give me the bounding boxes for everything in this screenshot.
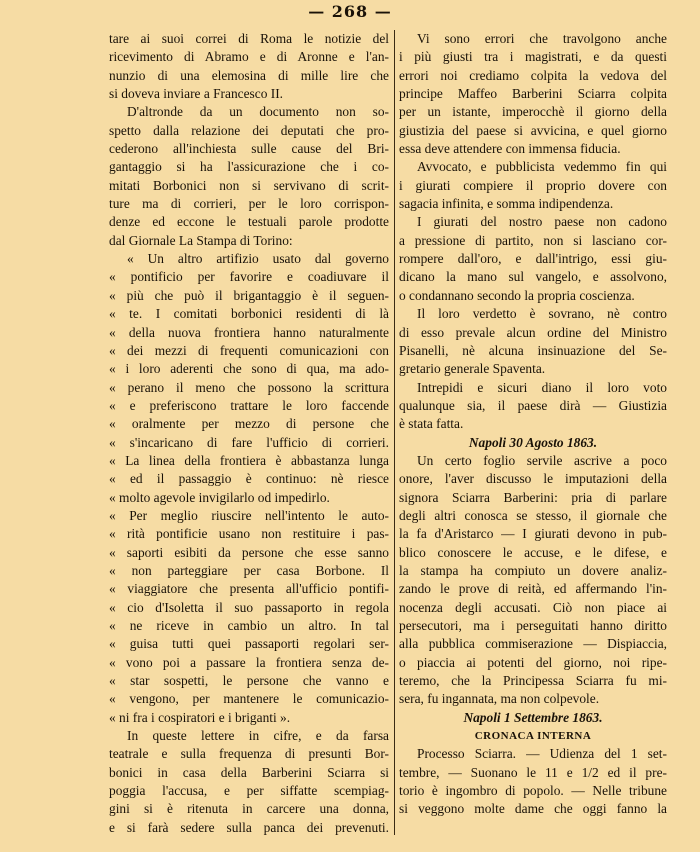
text-line: « guisa tutti quei passaporti regolari ser-	[109, 636, 389, 652]
text-line: D'altronde da un documento non so-	[127, 104, 389, 120]
text-line: nocenza degli accusati. Ciò non piace ai	[399, 599, 667, 615]
text-line: « s'incaricano di fare l'ufficio di corrieri.	[109, 434, 389, 450]
text-line: ricevimento di Abramo e di Aronne e l'an-	[109, 49, 389, 65]
text-line: Avvocato, e pubblicista vedemmo fin qui	[417, 159, 667, 175]
text-line: persecutori, ma i perseguitati hanno diritto	[399, 618, 667, 633]
text-line: qualunque sia, il paese dirà — Giustizia	[399, 397, 667, 413]
text-line: « vengono, per mantenere le comunicazio-	[109, 691, 389, 707]
text-line: rompere dall'oro, e dall'intrigo, essi giu-	[399, 251, 667, 267]
text-line: la stampa ha compiuto un dovere analiz-	[399, 562, 667, 578]
text-line: In queste lettere in cifre, e da farsa	[127, 728, 389, 744]
text-line: cederono all'inchiesta sulle cause del Bri-	[109, 141, 389, 157]
column-divider	[394, 30, 395, 835]
text-line: giustizia del paese si avvicina, e quel giorno	[399, 122, 667, 138]
text-line: spetto dalla relazione dei deputati che pro-	[109, 122, 389, 138]
text-line: « ne riceve in cambio un altro. In tal	[109, 618, 389, 633]
text-line: Napoli 30 Agosto 1863.	[468, 434, 598, 450]
text-line: « viaggiatore che presenta all'ufficio pontifi-	[109, 581, 389, 597]
text-line: « saporti esibiti da persone che esse sanno	[109, 544, 389, 560]
text-line: Napoli 1 Settembre 1863.	[463, 709, 603, 725]
text-line: blico conoscere le accuse, e le difese, e	[399, 544, 667, 560]
text-line: Processo Sciarra. — Udienza del 1 set-	[417, 746, 667, 762]
text-line: « te. I comitati borbonici residenti di là	[109, 306, 389, 322]
text-line: « e preferiscono trattare le loro faccende	[109, 397, 389, 413]
text-line: Il loro verdetto è sovrano, nè contro	[417, 306, 667, 322]
text-line: teremo, che la Principessa Sciarra fu mi-	[399, 673, 667, 689]
text-line: « Un altro artifizio usato dal governo	[127, 251, 389, 267]
text-line: Vi sono errori che travolgono anche	[417, 31, 667, 46]
text-line: si veggono molte dame che oggi fanno la	[399, 801, 667, 817]
text-line: onore, l'aver discusso le imputazioni della	[399, 471, 667, 487]
text-line: « La linea della frontiera è abbastanza lunga	[109, 452, 389, 468]
text-line: tare ai suoi correi di Roma le notizie del	[109, 31, 389, 46]
text-line: « ed il passaggio è continuo: nè riesce	[109, 471, 389, 487]
text-line: gretario generale Spaventa.	[399, 361, 546, 377]
text-line: « dei mezzi di frequenti comunicazioni con	[109, 342, 389, 358]
text-line: errori noi crediamo colpita la vedova del	[399, 67, 667, 83]
text-line: di esso prevale alcun ordine del Ministro	[399, 324, 667, 340]
text-line: tembre, — Suonano le 11 e 1/2 ed il pre-	[399, 764, 667, 780]
text-line: « perano il meno che possono la scrittura	[109, 379, 389, 395]
text-line: gantaggio si ha l'assicurazione che i co-	[109, 159, 389, 175]
text-line: « i loro aderenti che sono di qua, ma ado-	[109, 361, 389, 377]
text-line: la fa d'Aristarco — I giurati devono in pub-	[399, 526, 667, 542]
text-line: I giurati del nostro paese non cadono	[417, 214, 667, 230]
text-line: « molto agevole invigilarlo od impedirlo.	[109, 489, 330, 505]
text-line: denze ed eccone le testuali parole prodotte	[109, 214, 389, 230]
text-line: « non parteggiare per casa Borbone. Il	[109, 562, 389, 578]
text-line: mitati Borbonici non si servivano di scrit-	[109, 177, 389, 193]
text-line: « ni fra i cospiratori e i briganti ».	[109, 709, 291, 725]
text-line: nunzio di una elemosina di mille lire che	[109, 67, 389, 83]
right-column	[399, 30, 667, 840]
text-line: « pontificio per favorire e coadiuvare il	[109, 269, 389, 285]
text-line: bonici in casa della Barberini Sciarra si	[109, 764, 389, 780]
text-line: sagacia infinita, e somma indipendenza.	[399, 196, 614, 212]
text-line: gini si è ritenuta in carcere una donna,	[109, 801, 389, 817]
text-line: zando le prove di reità, ed affermando l'in-	[399, 581, 667, 597]
text-line: Pisanelli, nè alcuna insinuazione del Se-	[399, 342, 667, 358]
text-line: alla pubblica commiserazione — Dispiaccia,	[399, 636, 667, 652]
text-line: « vono poi a passare la frontiera senza de-	[109, 654, 389, 670]
text-line: « Per meglio riuscire nell'intento le auto-	[109, 507, 389, 523]
text-line: signora Sciarra Barberini: pria di parlare	[399, 489, 667, 505]
text-line: ture ma di corrieri, per le loro corrispon-	[109, 196, 389, 212]
text-line: degli altri conosca se stesso, il giornale che	[399, 507, 667, 523]
text-line: o condannano secondo la propria coscienza.	[399, 287, 635, 303]
text-line: a pressione di partito, non si lasciano cor-	[399, 232, 667, 248]
text-line: « della nuova frontiera hanno naturalmente	[109, 324, 389, 340]
text-line: « rità pontificie usano non restituire i pas-	[109, 526, 389, 542]
page-number: — 268 —	[308, 2, 392, 21]
text-line: CRONACA INTERNA	[474, 730, 592, 743]
text-line: « cio d'Isoletta il suo passaporto in regola	[109, 599, 389, 615]
text-line: « più che può il brigantaggio è il seguen-	[109, 287, 389, 303]
text-line: teatrale e sulla frequenza di presunti Bor-	[109, 746, 389, 762]
text-line: Intrepidi e sicuri diano il loro voto	[417, 379, 667, 395]
text-line: i giurati compiere il proprio dovere con	[399, 177, 667, 193]
text-line: per un istante, imperocchè il giorno della	[399, 104, 667, 120]
text-line: dicano la mano sul vangelo, e assolvono,	[399, 269, 667, 285]
text-line: « oralmente per mezzo di persone che	[109, 416, 389, 432]
text-line: Un certo foglio servile ascrive a poco	[417, 452, 667, 468]
text-line: si doveva inviare a Francesco II.	[109, 86, 284, 102]
text-line: principe Maffeo Barberini Sciarra colpita	[399, 86, 667, 102]
text-line: torio è ingombro di popolo. — Nelle tribune	[399, 783, 667, 799]
text-line: essa deve attendere con immensa fiducia.	[399, 141, 621, 157]
text-line: sera, fu ingannata, ma non colpevole.	[399, 691, 600, 707]
text-line: o piaccia ai potenti del giorno, noi ripe-	[399, 654, 667, 670]
text-line: poggia l'accusa, e per siffatte scempiag-	[109, 783, 389, 799]
text-line: dal Giornale La Stampa di Torino:	[109, 232, 293, 248]
left-column	[109, 30, 389, 840]
text-line: è stata fatta.	[399, 416, 464, 432]
text-line: e si farà sedere sulla panca dei prevenuti.	[109, 819, 389, 835]
text-line: i più giusti tra i magistrati, e da questi	[399, 49, 667, 65]
text-line: « star sospetti, le persone che vanno e	[109, 673, 389, 689]
